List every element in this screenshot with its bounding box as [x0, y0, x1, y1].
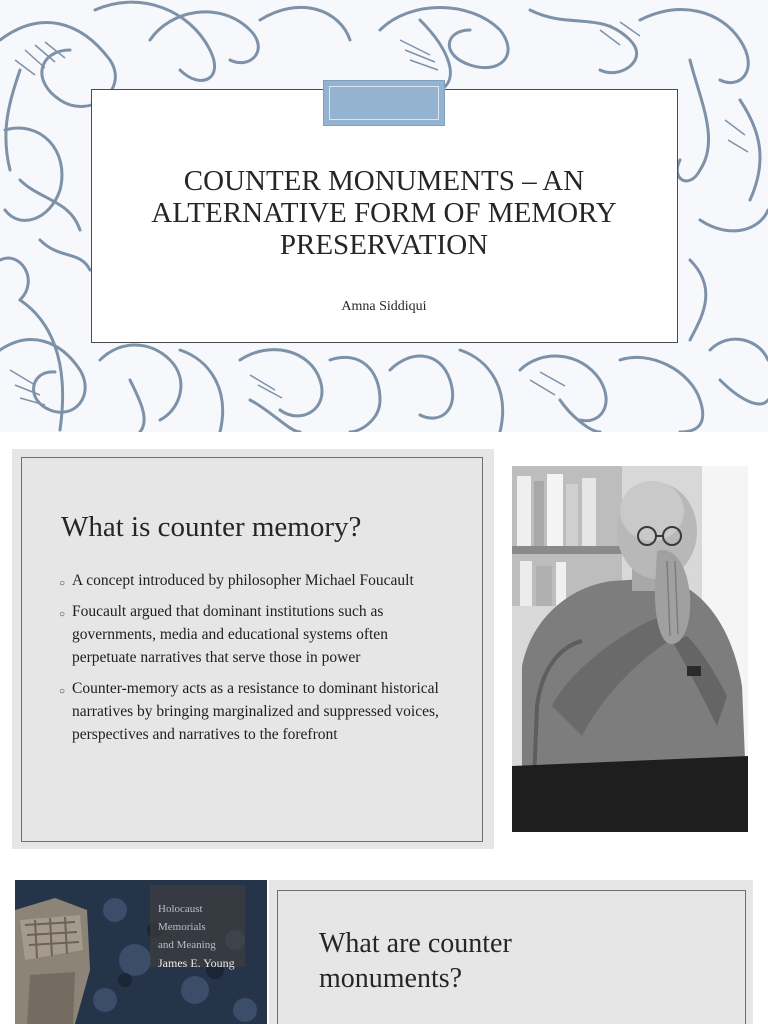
list-item [59, 569, 449, 592]
book-cover-image [15, 880, 267, 1024]
book-author: James E. Young [158, 956, 235, 970]
list-item [59, 600, 449, 669]
book-title-line: and Meaning [158, 939, 216, 951]
portrait-illustration [512, 466, 748, 832]
bullet-text: Counter-memory acts as a resistance to dominant historical narratives by bringing marginalized and suppressed voices, perspectives and narratives to the forefront [72, 680, 439, 743]
bullet-list [59, 569, 449, 754]
title-accent-tab [323, 80, 445, 126]
title-slide [0, 0, 768, 432]
book-title-line: Memorials [158, 921, 206, 933]
slide-what-are-counter-monuments [0, 864, 768, 1024]
slide-heading: What is counter memory? [61, 511, 362, 543]
slide-heading: What are counter monuments? [319, 928, 512, 994]
presentation-title: COUNTER MONUMENTS – AN ALTERNATIVE FORM OF MEMORY PRESERVATION [151, 165, 617, 261]
bullet-text: Foucault argued that dominant institutions such as governments, media and educational systems often perpetuate narratives that serve those in power [72, 603, 388, 666]
book-cover-text [158, 900, 235, 972]
book-title-line: Holocaust [158, 903, 203, 915]
list-item [59, 677, 449, 746]
presentation-author: Amna Siddiqui [341, 299, 427, 314]
hollow-circle-bullet-icon: ○ [59, 609, 66, 620]
bullet-text: A concept introduced by philosopher Michael Foucault [72, 572, 414, 589]
slide-what-is-counter-memory [0, 432, 768, 864]
portrait-photo [512, 466, 748, 832]
hollow-circle-bullet-icon: ○ [59, 686, 66, 697]
hollow-circle-bullet-icon: ○ [59, 578, 66, 589]
